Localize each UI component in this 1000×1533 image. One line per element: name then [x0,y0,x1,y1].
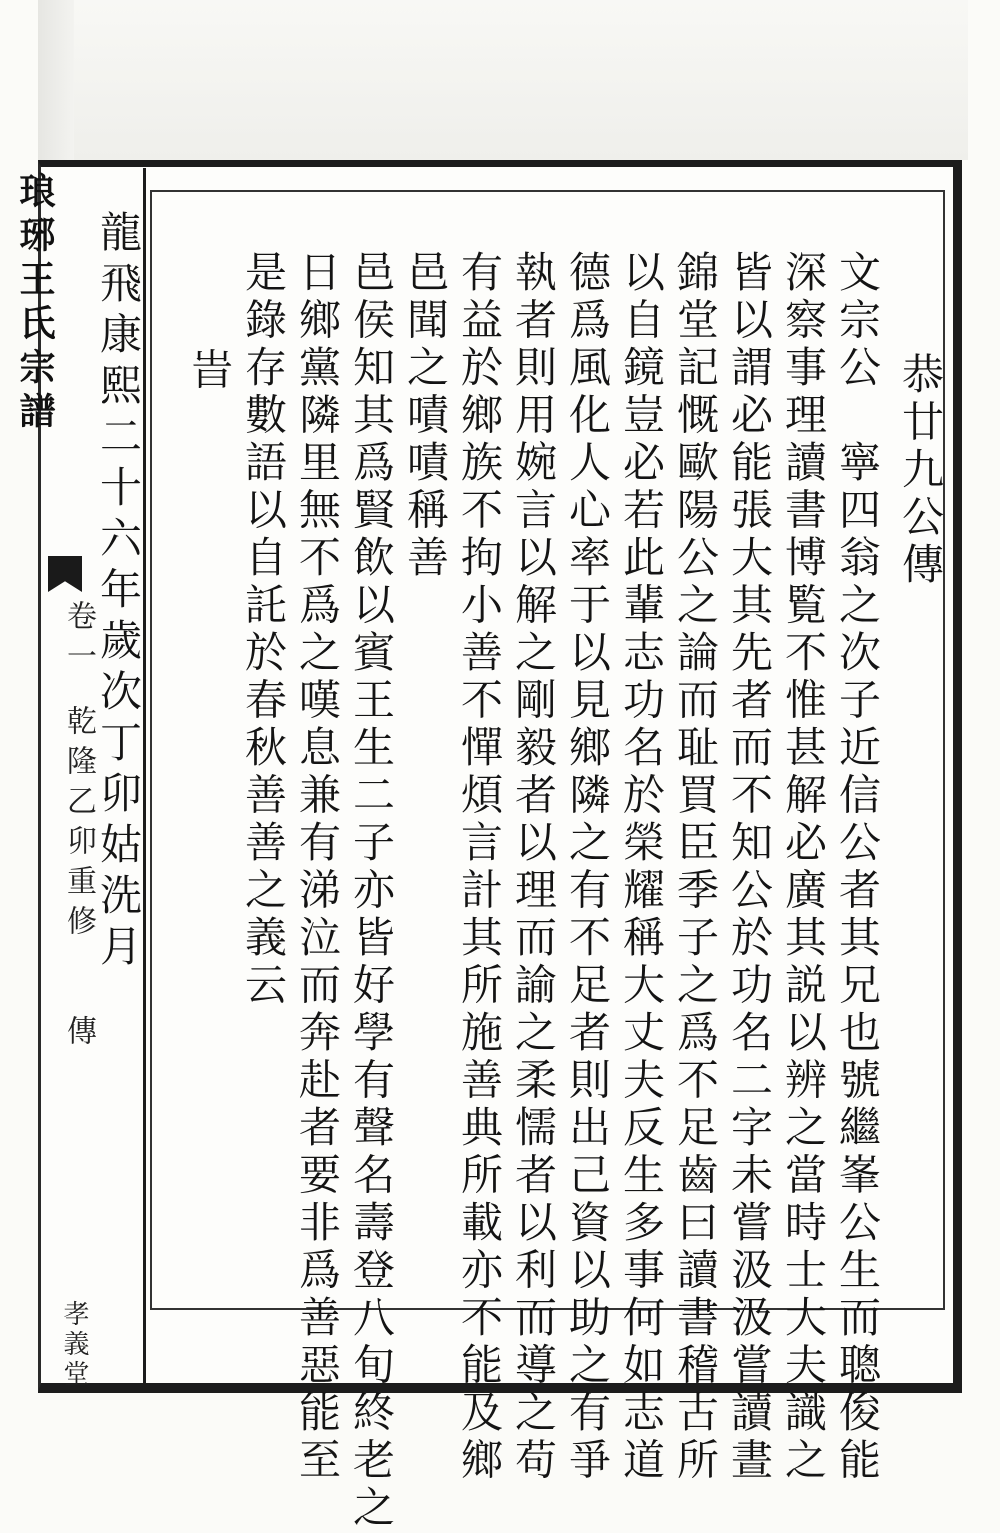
text-column-1: 恭廿九公傳 [896,352,945,590]
facing-page-bleed [38,0,968,160]
text-column-7: 德爲風化人心率于以見鄉隣之有不足者則出己資以助之有爭 [563,250,612,1485]
volume-number: 卷一 [61,600,96,680]
genealogy-title: 琅琊王氏宗譜 [14,172,56,436]
text-column-9: 有益於鄉族不拘小善不憚煩言計其所施善典所載亦不能及鄉 [455,250,504,1485]
text-column-5: 錦堂記慨歐陽公之論而耻買臣季子之爲不足齒曰讀書稽古所 [671,250,720,1485]
text-column-12: 日鄉黨隣里無不爲之嘆息兼有涕泣而奔赴者要非爲善惡能至 [293,250,342,1485]
text-column-11: 邑侯知其爲賢飲以賓王生二子亦皆好學有聲名壽登八旬終老之 [347,250,396,1533]
text-column-6: 以自鏡豈必若此輩志功名於榮耀稱大丈夫反生多事何如志道 [617,250,666,1485]
section-label: 傳 [61,1015,96,1055]
text-column-10: 邑聞之嘖嘖稱善 [401,250,450,583]
text-column-14: 旹 [185,300,234,395]
edition-note: 乾隆乙卯重修 [61,705,96,945]
text-column-4: 皆以謂必能張大其先者而不知公於功名二字未嘗汲汲嘗讀晝 [725,250,774,1485]
text-column-15: 龍飛康熙二十六年歲次丁卯姑洗月 [94,210,143,975]
text-column-2: 文宗公 寧四翁之次子近信公者其兄也號繼峯公生而聰俊能 [833,250,882,1485]
page-stain [38,0,74,160]
hall-name: 孝義堂 [59,1300,89,1390]
text-column-13: 是錄存數語以自託於春秋善善之義云 [239,250,288,1010]
text-column-3: 深察事理讀書博覧不惟甚解必廣其説以辨之當時士大夫識之 [779,250,828,1485]
text-column-8: 執者則用婉言以解之剛毅者以理而諭之柔懦者以利而導之苟 [509,250,558,1485]
